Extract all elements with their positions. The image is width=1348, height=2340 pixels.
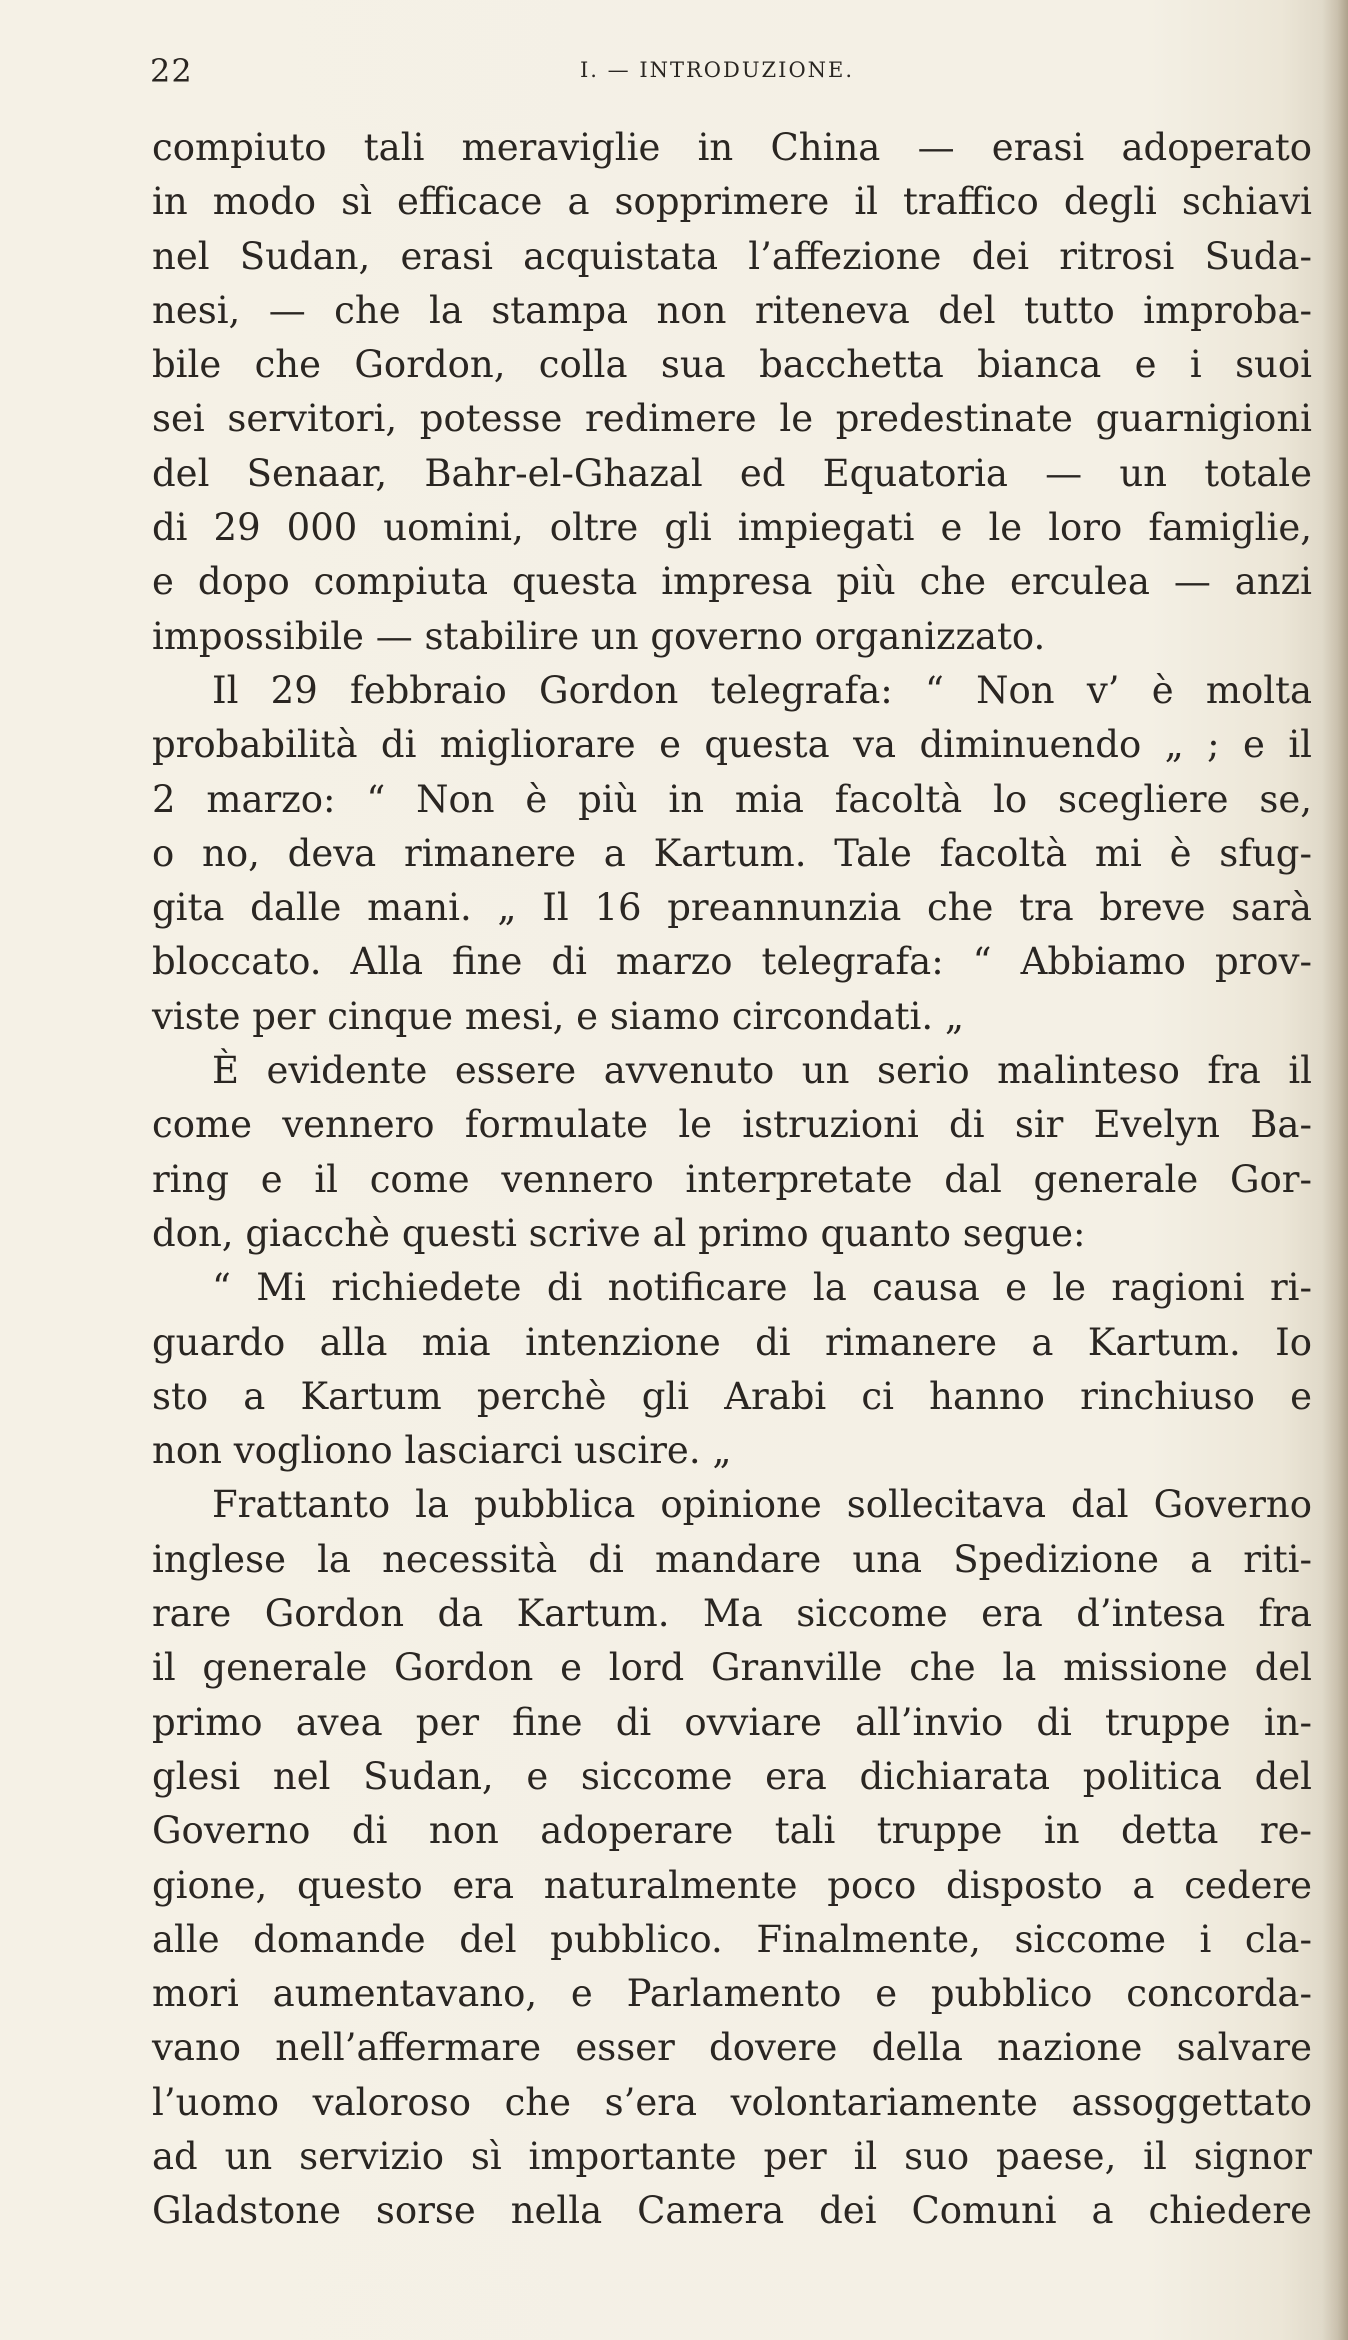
text-line: Gladstone sorse nella Camera dei Comuni a chiedere [152, 2189, 1312, 2233]
text-line: o no, deva rimanere a Kartum. Tale facoltà mi è sfug- [152, 831, 1312, 875]
text-line: come vennero formulate le istruzioni di sir Evelyn Ba- [152, 1103, 1312, 1147]
text-line: di 29 000 uomini, oltre gli impiegati e le loro famiglie, [152, 506, 1312, 550]
text-line: probabilità di migliorare e questa va diminuendo „ ; e il [152, 723, 1312, 767]
page-number: 22 [150, 52, 193, 90]
text-line: vano nell’affermare esser dovere della nazione salvare [152, 2026, 1312, 2070]
text-line: inglese la necessità di mandare una Spedizione a riti- [152, 1537, 1312, 1581]
text-line: ring e il come vennero interpretate dal generale Gor- [152, 1157, 1312, 1201]
text-line: “ Mi richiedete di notificare la causa e le ragioni ri- [212, 1266, 1312, 1310]
body-text [152, 121, 1312, 2239]
text-line: viste per cinque mesi, e siamo circondati. „ [152, 994, 965, 1038]
text-line: Frattanto la pubblica opinione sollecitava dal Governo [212, 1483, 1312, 1527]
text-line: sei servitori, potesse redimere le predestinate guarnigioni [152, 397, 1312, 441]
text-line: l’uomo valoroso che s’era volontariamente assoggettato [152, 2080, 1312, 2124]
text-line: sto a Kartum perchè gli Arabi ci hanno rinchiuso e [152, 1374, 1312, 1418]
text-line: primo avea per fine di ovviare all’invio di truppe in- [152, 1700, 1312, 1744]
text-line: impossibile — stabilire un governo organizzato. [152, 614, 1046, 658]
text-line: del Senaar, Bahr-el-Ghazal ed Equatoria — un totale [152, 451, 1312, 495]
text-line: glesi nel Sudan, e siccome era dichiarata politica del [152, 1754, 1312, 1798]
text-line: gita dalle mani. „ Il 16 preannunzia che tra breve sarà [152, 886, 1312, 930]
text-line: Governo di non adoperare tali truppe in detta re- [152, 1809, 1312, 1853]
text-line: il generale Gordon e lord Granville che la missione del [152, 1646, 1312, 1690]
text-line: bile che Gordon, colla sua bacchetta bianca e i suoi [152, 343, 1312, 387]
text-line: Il 29 febbraio Gordon telegrafa: “ Non v’ è molta [212, 668, 1312, 712]
page-header [150, 52, 1310, 92]
text-line: compiuto tali meraviglie in China — erasi adoperato [152, 126, 1312, 169]
text-line: gione, questo era naturalmente poco disposto a cedere [152, 1863, 1312, 1907]
text-line: 2 marzo: “ Non è più in mia facoltà lo scegliere se, [152, 777, 1312, 821]
text-line: e dopo compiuta questa impresa più che erculea — anzi [152, 560, 1312, 604]
text-line: È evidente essere avvenuto un serio malinteso fra il [212, 1049, 1312, 1093]
text-line: nesi, — che la stampa non riteneva del tutto improba- [152, 288, 1312, 332]
running-head: I. — INTRODUZIONE. [580, 58, 855, 82]
text-line: rare Gordon da Kartum. Ma siccome era d’intesa fra [152, 1592, 1312, 1636]
text-line: bloccato. Alla fine di marzo telegrafa: “ Abbiamo prov- [152, 940, 1312, 984]
text-line: guardo alla mia intenzione di rimanere a Kartum. Io [152, 1320, 1312, 1364]
text-line: in modo sì efficace a sopprimere il traffico degli schiavi [152, 180, 1312, 224]
text-line: ad un servizio sì importante per il suo paese, il signor [152, 2134, 1312, 2178]
text-line: alle domande del pubblico. Finalmente, siccome i cla- [152, 1917, 1312, 1961]
text-line: don, giacchè questi scrive al primo quanto segue: [152, 1211, 1086, 1255]
page-edge-shadow [1322, 0, 1348, 2340]
text-line: non vogliono lasciarci uscire. „ [152, 1429, 732, 1473]
text-line: mori aumentavano, e Parlamento e pubblico concorda- [152, 1972, 1312, 2016]
text-line: nel Sudan, erasi acquistata l’affezione dei ritrosi Suda- [152, 234, 1312, 278]
